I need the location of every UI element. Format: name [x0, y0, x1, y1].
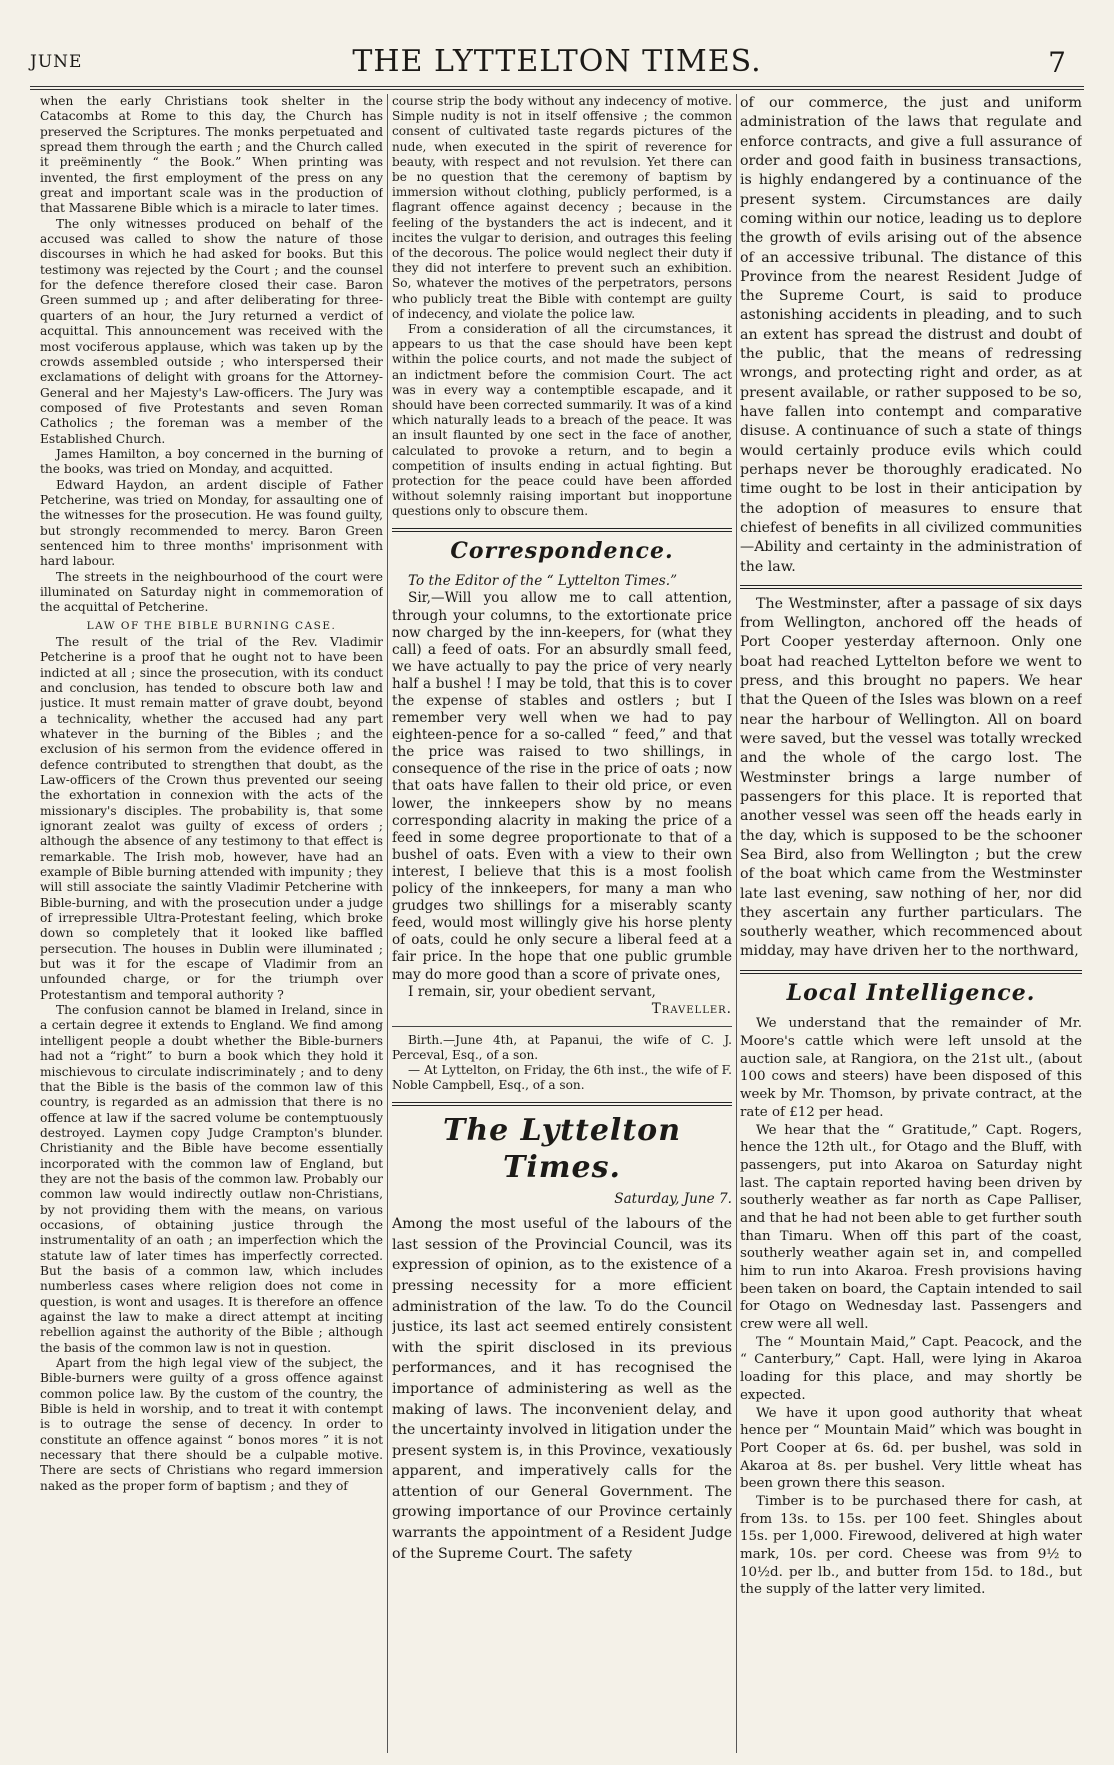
article-paragraph: Edward Haydon, an ardent disciple of Father Petcherine, was tried on Monday, for assaulting one of the witnesses for the prosecution. He was found guilty, but strongly recommended to mercy. Baron Green sentenced him to three months' imprisonment with hard labour.	[40, 477, 383, 569]
letter-body: Sir,—Will you allow me to call attention, through your columns, to the extortionate price now charged by the inn-keepers, for (what they call) a feed of oats. For an absurdly small feed, we have actually to pay the price of very nearly half a bushel ! I may be told, that this is to cover the expense of stables and ostlers ; but I remember very well when we had to pay eighteen-pence for a so-called “ feed,” and that the price was raised to two shillings, in consequence of the rise in the price of oats ; now that oats have fallen to their old price, or even lower, the innkeepers show by no means corresponding alacrity in making the price of a feed in some degree proportionate to that of a bushel of oats. Even with a view to their own interest, I believe that this is a most foolish policy of the innkeepers, for many a man who grudges two shillings for a miserably scanty feed, would most willingly give his horse plenty of oats, could he only secure a liberal feed at a fair price. In the hope that one public grumble may do more good than a score of private ones,	[392, 590, 732, 983]
section-subhead: LAW OF THE BIBLE BURNING CASE.	[86, 619, 337, 632]
birth-notice: — At Lyttelton, on Friday, the 6th inst., the wife of F. Noble Campbell, Esq., of a son.	[392, 1063, 732, 1093]
letter-closing: I remain, sir, your obedient servant,	[408, 983, 656, 1000]
article-paragraph: The confusion cannot be blamed in Ireland, since in a certain degree it extends to England. We find among intelligent people a doubt whether the Bible-burners had not a “right” to burn a book which they hold it mischievous to circulate indiscriminately ; and to deny that the Bible is the basis of the common law of this country, is regarded as an admission that there is no offence at law if the sacred volume be contemptuously destroyed. Laymen copy Judge Crampton's blunder. Christianity and the Bible have become essentially incorporated with the common law of England, but they are not the basis of the common law. Probably our common law would indirectly outlaw non-Christians, by not providing them with the means, on various occasions, of obtaining justice through the instrumentality of an oath ; an imperfection which the statute law of later times has imperfectly corrected. But the basis of a common law, which includes numberless cases where religion does not come in question, is wont and usages. It is therefore an offence against the law to make a direct attempt at inciting rebellion against the authority of the Bible ; although the basis of the common law is not in question.	[40, 1003, 383, 1355]
masthead-month: JUNE	[30, 52, 83, 72]
correspondence-heading: Correspondence.	[450, 537, 674, 564]
leader-paragraph: Among the most useful of the labours of the last session of the Provincial Council, was its expression of opinion, as to the existence of a pressing necessity for a more efficient administration of the law. To do the Council justice, its last act seemed entirely consistent with the spirit disclosed in its previous performances, and it has recognised the importance of administering as well as the making of laws. The inconvenient delay, and the uncertainty involved in litigation under the present system is, in this Province, vexatiously apparent, and imperatively calls for the attention of our General Government. The growing importance of our Province certainly warrants the appointment of a Resident Judge of the Supreme Court. The safety	[392, 1216, 732, 1562]
masthead-rule	[30, 86, 1084, 90]
news-paragraph: We understand that the remainder of Mr. Moore's cattle which were left unsold at the auction sale, at Rangiora, on the 21st ult., (about 100 cows and steers) have been disposed of this week by Mr. Thomson, by private contract, at the rate of £12 per head.	[740, 1016, 1082, 1120]
divider	[392, 1026, 732, 1027]
article-paragraph: The streets in the neighbourhood of the court were illuminated on Saturday night in commemoration of the acquittal of Petcherine.	[40, 569, 383, 615]
letter-signature: Traveller.	[651, 1000, 732, 1017]
letter-address: To the Editor of the “ Lyttelton Times.”	[408, 573, 678, 590]
article-paragraph: From a consideration of all the circumstances, it appears to us that the case should have been kept within the police courts, and not made the subject of an indictment before the commision Court. The act was in every way a contemptible escapade, and it should have been corrected summarily. It was of a kind which naturally leads to a breach of the peace. It was an insult flaunted by one sect in the face of another, calculated to provoke a return, and to begin a competition of insults ending in actual fighting. But protection for the peace could have been afforded without solemnly raising important but inopportune questions only to obscure them.	[392, 322, 732, 519]
shipping-news: The Westminster, after a passage of six days from Wellington, anchored off the heads of Port Cooper yesterday afternoon. Only one boat had reached Lyttelton before we went to press, and this brought no papers. We hear that the Queen of the Isles was blown on a reef near the harbour of Wellington. All on board were saved, but the vessel was totally wrecked and the whole of the cargo lost. The Westminster brings a large number of passengers for this place. It is reported that another vessel was seen off the heads early in the day, which is supposed to be the schooner Sea Bird, also from Wellington ; but the crew of the boat which came from the Westminster late last evening, saw nothing of her, nor did they ascertain any further particulars. The southerly weather, which recommenced about midday, may have driven her to the northward,	[740, 595, 1082, 960]
news-paragraph: We have it upon good authority that wheat hence per “ Mountain Maid” which was bought in Port Cooper at 6s. 6d. per bushel, was sold in Akaroa at 8s. per bushel. Very little wheat has been grown there this season.	[740, 1405, 1082, 1492]
section-rule	[740, 585, 1082, 589]
article-paragraph: James Hamilton, a boy concerned in the burning of the books, was tried on Monday, and acquitted.	[40, 446, 383, 477]
article-paragraph: when the early Christians took shelter in the Catacombs at Rome to this day, the Church has preserved the Scriptures. The monks perpetuated and spread them through the earth ; and the Church called it preëminently “ the Book.” When printing was invented, the first employment of the press on any great and important scale was in the production of that Massarene Bible which is a miracle to later times.	[40, 94, 383, 216]
dateline: Saturday, June 7.	[614, 1191, 732, 1208]
column-1	[40, 94, 383, 1753]
article-paragraph: Apart from the high legal view of the subject, the Bible-burners were guilty of a gross offence against common police law. By the custom of the country, the Bible is held in worship, and to treat it with contempt is to outrage the sense of decency. In order to constitute an offence against “ bonos mores ” it is not necessary that there should be a culpable motive. There are sects of Christians who regard immersion naked as the proper form of baptism ; and they of	[40, 1356, 383, 1493]
section-rule	[740, 970, 1082, 974]
article-paragraph: course strip the body without any indecency of motive. Simple nudity is not in itself offensive ; the common consent of cultivated taste regards pictures of the nude, when executed in the spirit of reverence for beauty, with respect and not revulsion. Yet there can be no question that the ceremony of baptism by immersion without clothing, publicly performed, is a flagrant offence against decency ; because in the feeling of the bystanders the act is indecent, and it incites the vulgar to derision, and outrages this feeling of the decorous. The police would neglect their duty if they did not interfere to prevent such an exhibition. So, whatever the motives of the perpetrators, persons who publicly treat the Bible with contempt are guilty of indecency, and violate the police law.	[392, 94, 732, 321]
article-paragraph: The result of the trial of the Rev. Vladimir Petcherine is a proof that he ought not to have been indicted at all ; since the prosecution, with its conduct and conclusion, has tended to obscure both law and justice. It must remain matter of grave doubt, beyond a technicality, whether the accused had any part whatever in the burning of the Bibles ; and the exclusion of his sermon from the evidence offered in defence contributed to strengthen that doubt, as the Law-officers of the Crown thus prevented our seeing the exhortation in connexion with the acts of the missionary's disciples. The probability is, that some ignorant zealot was guilty of excess of orders ; although the absence of any testimony to that effect is remarkable. The Irish mob, however, have had an example of Bible burning attended with impunity ; they will still associate the saintly Vladimir Petcherine with Bible-burning, and with the prosecution under a judge of irrepressible Ultra-Protestant feeling, which broke down so completely that it looked like baffled persecution. The houses in Dublin were illuminated ; but was it for the escape of Vladimir from an unfounded charge, or for the triumph over Protestantism and temporal authority ?	[40, 634, 383, 1002]
column-2	[392, 94, 732, 1753]
column-divider	[736, 94, 737, 1753]
paper-title: The Lyttelton Times.	[443, 1112, 681, 1186]
news-paragraph: The “ Mountain Maid,” Capt. Peacock, and the “ Canterbury,” Capt. Hall, were lying in Akaroa loading for this place, and may shortly be expected.	[740, 1334, 1082, 1403]
article-paragraph: The only witnesses produced on behalf of the accused was called to show the nature of those discourses in which he had asked for books. But this testimony was rejected by the Court ; and the counsel for the defence therefore closed their case. Baron Green summed up ; and after deliberating for three-quarters of an hour, the Jury returned a verdict of acquittal. This announcement was received with the most vociferous applause, which was taken up by the crowds assembled outside ; who interspersed their exclamations of delight with groans for the Attorney-General and her Majesty's Law-officers. The Jury was composed of five Protestants and seven Roman Catholics ; the foreman was a member of the Established Church.	[40, 216, 383, 446]
birth-notice: Birth.—June 4th, at Papanui, the wife of C. J. Perceval, Esq., of a son.	[392, 1032, 732, 1062]
leader-paragraph: of our commerce, the just and uniform administration of the laws that regulate and enforce contracts, and give a full assurance of order and good faith in business transactions, is highly endangered by a continuance of the present system. Circumstances are daily coming within our notice, leading us to deplore the growth of evils arising out of the absence of an accessive tribunal. The distance of this Province from the nearest Resident Judge of the Supreme Court, is said to produce astonishing accidents in pleading, and to such an extent has spread the distrust and doubt of the public, that the means of redressing wrongs, and protecting right and order, as at present available, or rather supposed to be so, have fallen into contempt and comparative disuse. A continuance of such a state of things would certainly produce evils which could perhaps never be thoroughly eradicated. No time ought to be lost in their anticipation by the adoption of measures to ensure that chiefest of benefits in all civilized communities—Ability and certainty in the administration of the law.	[740, 95, 1082, 575]
section-rule	[392, 1102, 732, 1106]
section-rule	[392, 528, 732, 532]
masthead-title: THE LYTTELTON TIMES.	[352, 44, 762, 79]
page-number: 7	[1048, 46, 1066, 79]
column-divider	[387, 94, 388, 1753]
column-3	[740, 94, 1082, 1753]
local-intelligence-heading: Local Intelligence.	[786, 979, 1036, 1006]
news-paragraph: Timber is to be purchased there for cash, at from 13s. to 15s. per 100 feet. Shingles about 15s. per 1,000. Firewood, delivered at high water mark, 10s. per cord. Cheese was from 9½ to 10½d. per lb., and butter from 15d. to 18d., but the supply of the latter very limited.	[740, 1493, 1082, 1598]
news-paragraph: We hear that the “ Gratitude,” Capt. Rogers, hence the 12th ult., for Otago and the Bluff, with passengers, put into Akaroa on Saturday night last. The captain reported having been driven by southerly weather as far north as Cape Palliser, and that he had not been able to get further south than Timaru. When off this part of the coast, southerly weather again set in, and compelled him to run into Akaroa. Fresh provisions having been taken on board, the Captain intended to sail for Otago on Wednesday last. Passengers and crew were all well.	[740, 1122, 1082, 1333]
masthead	[0, 0, 1114, 84]
